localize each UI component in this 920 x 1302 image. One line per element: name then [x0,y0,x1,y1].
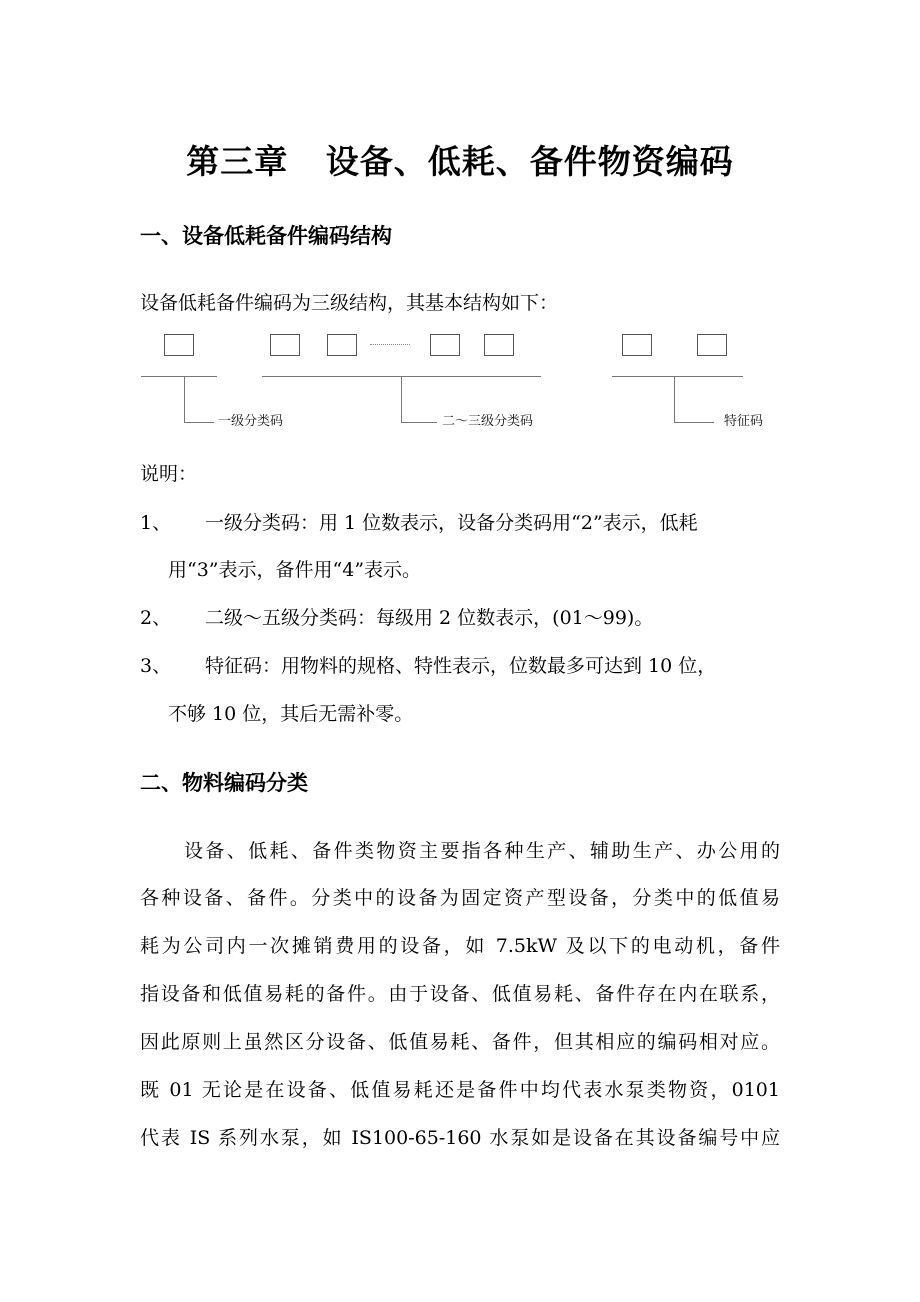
bracket-line-feature [612,376,743,377]
code-box-feature2 [697,334,727,356]
note-text: 一级分类码：用 1 位数表示，设备分类码用“2”表示，低耗 [205,512,698,534]
paragraph-line: 各种设备、备件。分类中的设备为固定资产型设备，分类中的低值易 [140,887,780,909]
note-text-continued: 用“3”表示，备件用“4”表示。 [168,559,422,581]
note-number: 2、 [140,607,172,629]
paragraph-line: 因此原则上虽然区分设备、低值易耗、备件，但其相应的编码相对应。 [140,1031,780,1053]
connector-feature [674,376,675,422]
code-box-feature1 [622,334,652,356]
code-box-level4 [430,334,460,356]
section2-heading: 二、物料编码分类 [140,771,308,795]
note-number: 1、 [140,512,172,534]
connector-feature-foot [674,422,714,423]
note-text-continued: 不够 10 位，其后无需补零。 [168,703,414,725]
code-box-level3 [327,334,357,356]
chapter-title: 第三章 设备、低耗、备件物资编码 [186,142,734,181]
connector-level1-foot [184,422,214,423]
bracket-line-level1 [141,376,217,377]
note-text: 特征码：用物料的规格、特性表示，位数最多可达到 10 位， [205,655,717,677]
code-ellipsis [370,344,410,345]
note-text: 二级～五级分类码：每级用 2 位数表示，(01～99)。 [205,607,654,629]
code-box-level1 [164,334,194,356]
label-level1-code: 一级分类码 [218,414,284,429]
label-feature-code: 特征码 [724,414,764,429]
paragraph-line: 代表 IS 系列水泵，如 IS100-65-160 水泵如是设备在其设备编号中应 [140,1127,780,1149]
paragraph-line: 设备、低耗、备件类物资主要指各种生产、辅助生产、办公用的 [184,840,780,862]
notes-title: 说明： [140,463,198,485]
connector-level1 [184,376,185,422]
code-box-level5 [484,334,514,356]
paragraph-line: 指设备和低值易耗的备件。由于设备、低值易耗、备件存在内在联系， [140,983,780,1005]
paragraph-line: 耗为公司内一次摊销费用的设备，如 7.5kW 及以下的电动机，备件 [140,935,780,957]
note-number: 3、 [140,655,172,677]
structure-intro: 设备低耗备件编码为三级结构，其基本结构如下： [140,292,559,314]
connector-level2-3-foot [401,422,437,423]
code-box-level2 [270,334,300,356]
section1-heading: 一、设备低耗备件编码结构 [140,224,392,248]
paragraph-line: 既 01 无论是在设备、低值易耗还是备件中均代表水泵类物资，0101 [140,1079,780,1101]
connector-level2-3 [401,376,402,422]
label-level2-3-code: 二～三级分类码 [442,414,534,429]
